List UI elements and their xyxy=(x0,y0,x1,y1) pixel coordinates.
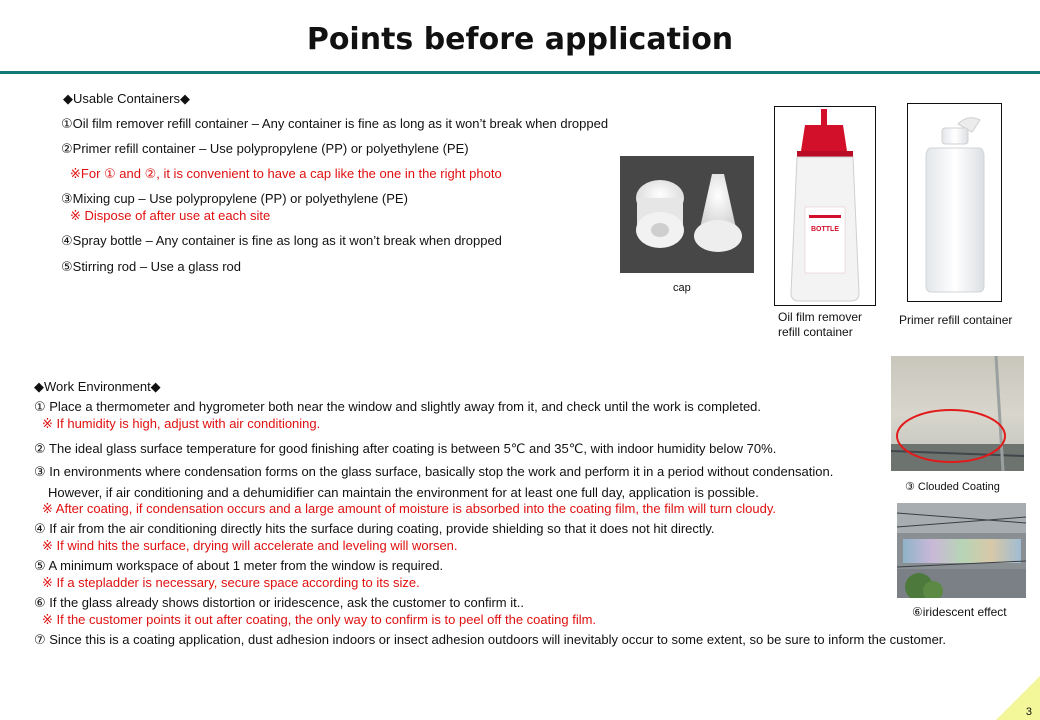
oil-remover-caption-2: refill container xyxy=(778,325,853,339)
env-line-4: ④ If air from the air conditioning directly hits the surface during coating, provide shielding so that it does not hit directly. xyxy=(34,521,715,536)
env-note-6: ※ If the customer points it out after coating, the only way to confirm is to peel off the coating film. xyxy=(42,612,597,627)
env-line-3b: However, if air conditioning and a dehumidifier can maintain the environment for at least one full day, application is possible. xyxy=(48,485,759,500)
container-note-cap: ※For ① and ②, it is convenient to have a cap like the one in the right photo xyxy=(70,166,502,181)
primer-bottle-photo xyxy=(907,103,1002,302)
page-number: 3 xyxy=(1025,706,1032,718)
page-corner-decoration xyxy=(996,676,1040,720)
clouded-coating-photo xyxy=(891,356,1024,471)
env-line-5: ⑤ A minimum workspace of about 1 meter from the window is required. xyxy=(34,558,444,573)
env-line-1: ① Place a thermometer and hygrometer both near the window and slightly away from it, and check until the work is completed. xyxy=(34,399,762,414)
primer-caption: Primer refill container xyxy=(899,313,1013,327)
container-item-3: ③Mixing cup – Use polypropylene (PP) or polyethylene (PE) xyxy=(61,191,408,206)
env-line-2: ② The ideal glass surface temperature for good finishing after coating is between 5℃ and 35℃, with indoor humidity below 70%. xyxy=(34,441,777,456)
bottle-label-text: BOTTLE xyxy=(811,226,839,233)
env-note-3: ※ After coating, if condensation occurs and a large amount of moisture is absorbed into the coating film, the film will turn cloudy. xyxy=(42,501,776,516)
container-item-4: ④Spray bottle – Any container is fine as long as it won’t break when dropped xyxy=(61,233,502,248)
oil-remover-caption-1: Oil film remover xyxy=(778,310,863,324)
env-line-7: ⑦ Since this is a coating application, dust adhesion indoors or insect adhesion outdoors will inevitably occur to some extent, so be sure to inform the customer. xyxy=(34,632,947,647)
container-note-dispose: ※ Dispose of after use at each site xyxy=(70,208,271,223)
env-note-1: ※ If humidity is high, adjust with air conditioning. xyxy=(42,416,321,431)
iridescent-effect-photo xyxy=(897,503,1026,598)
clouded-coating-caption: ③ Clouded Coating xyxy=(905,481,1000,493)
env-line-3: ③ In environments where condensation forms on the glass surface, basically stop the work and perform it in a period without condensation. xyxy=(34,464,834,479)
container-item-5: ⑤Stirring rod – Use a glass rod xyxy=(61,259,242,274)
environment-heading: ◆Work Environment◆ xyxy=(34,379,161,394)
container-item-2: ②Primer refill container – Use polypropylene (PP) or polyethylene (PE) xyxy=(61,141,469,156)
containers-heading: ◆Usable Containers◆ xyxy=(63,91,190,106)
title-divider xyxy=(0,71,1040,74)
iridescent-caption: ⑥iridescent effect xyxy=(912,605,1007,619)
container-item-1: ①Oil film remover refill container – Any container is fine as long as it won’t break when dropped xyxy=(61,116,609,131)
cap-photo xyxy=(620,156,754,273)
cap-caption: cap xyxy=(673,282,691,294)
env-line-6: ⑥ If the glass already shows distortion or iridescence, ask the customer to confirm it.. xyxy=(34,595,524,610)
oil-remover-bottle-photo xyxy=(774,106,876,306)
env-note-4: ※ If wind hits the surface, drying will accelerate and leveling will worsen. xyxy=(42,538,458,553)
page-title: Points before application xyxy=(306,22,734,57)
env-note-5: ※ If a stepladder is necessary, secure space according to its size. xyxy=(42,575,420,590)
